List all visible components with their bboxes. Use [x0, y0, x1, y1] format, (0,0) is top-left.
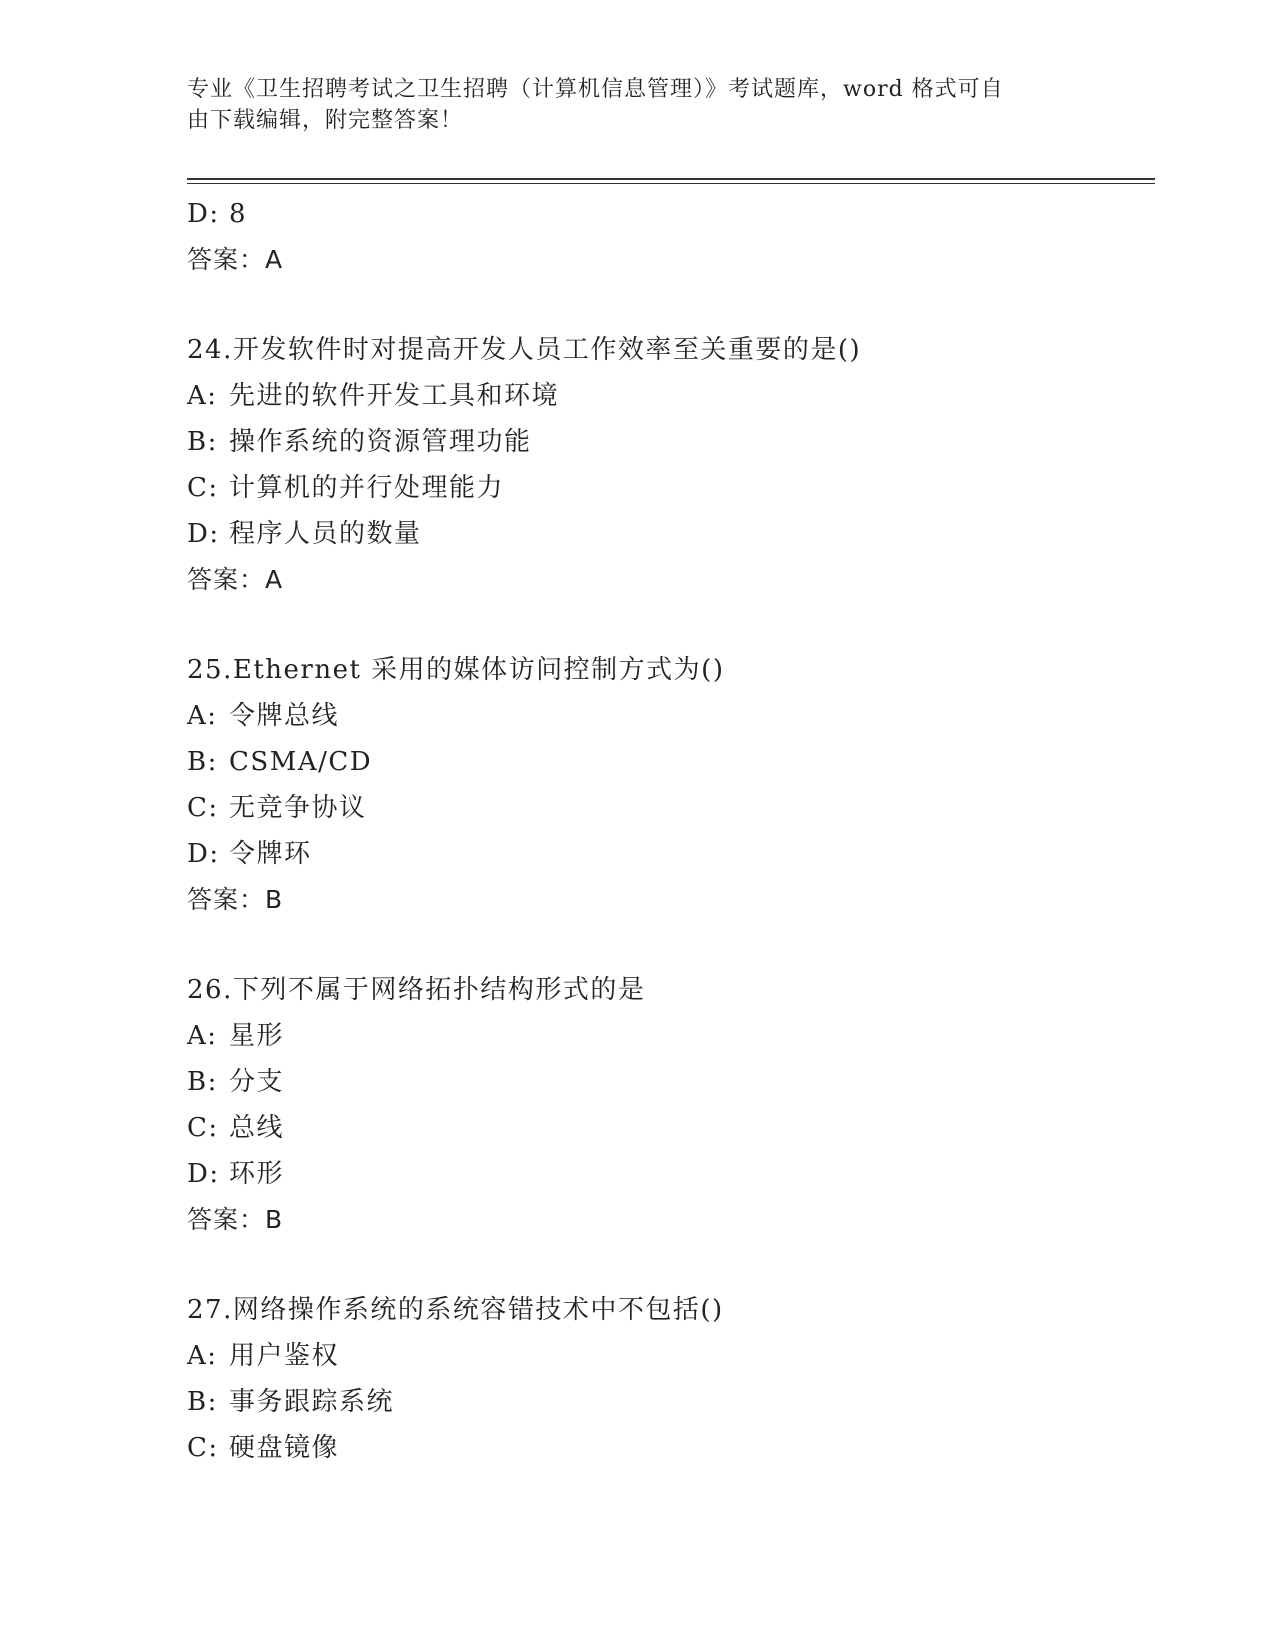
option-label: D: [187, 199, 220, 229]
option-label: C: [187, 1433, 219, 1463]
answer-line: 答案：A [187, 245, 284, 274]
option-text: 计算机的并行处理能力 [229, 473, 505, 503]
option-label: A: [187, 701, 218, 731]
spacer [187, 603, 1155, 647]
option-text: 用户鉴权 [229, 1341, 340, 1371]
option-text: 令牌总线 [229, 701, 340, 731]
answer-line: 答案：A [187, 565, 284, 594]
option-label: D: [187, 839, 220, 869]
option-b [187, 1379, 1155, 1425]
option-c [187, 1105, 1155, 1151]
option-text: 先进的软件开发工具和环境 [229, 381, 560, 411]
option-label: B: [187, 747, 218, 777]
answer-line: 答案：B [187, 885, 284, 914]
option-label: C: [187, 473, 219, 503]
option-text: 8 [229, 199, 248, 229]
option-label: B: [187, 427, 218, 457]
document-header [187, 74, 1067, 136]
option-d [187, 511, 1155, 557]
spacer [187, 283, 1155, 327]
option-a [187, 1333, 1155, 1379]
option-label: B: [187, 1067, 218, 1097]
option-b [187, 419, 1155, 465]
option-c [187, 785, 1155, 831]
header-rule-thin [187, 183, 1155, 184]
option-text: 星形 [229, 1021, 285, 1051]
option-a [187, 1013, 1155, 1059]
option-text: 总线 [229, 1113, 285, 1143]
option-b [187, 1059, 1155, 1105]
option-label: A: [187, 1021, 218, 1051]
answer-line: 答案：B [187, 1205, 284, 1234]
option-label: D: [187, 1159, 220, 1189]
option-text: 硬盘镜像 [229, 1433, 340, 1463]
header-line-2: 由下载编辑，附完整答案！ [187, 108, 464, 133]
question-title: 25.Ethernet 采用的媒体访问控制方式为() [187, 655, 725, 685]
spacer [187, 1243, 1155, 1287]
option-d [187, 191, 1155, 237]
option-text: 无竞争协议 [229, 793, 367, 823]
header-rule-thick [187, 178, 1155, 180]
option-a [187, 693, 1155, 739]
option-c [187, 465, 1155, 511]
header-line-1: 专业《卫生招聘考试之卫生招聘（计算机信息管理）》考试题库，word 格式可自 [187, 77, 1004, 102]
option-label: B: [187, 1387, 218, 1417]
option-text: 令牌环 [229, 839, 312, 869]
question-title: 27.网络操作系统的系统容错技术中不包括() [187, 1295, 724, 1325]
option-d [187, 1151, 1155, 1197]
option-text: CSMA/CD [229, 747, 373, 777]
question-title: 26.下列不属于网络拓扑结构形式的是 [187, 975, 646, 1005]
option-text: 分支 [229, 1067, 285, 1097]
option-label: A: [187, 381, 218, 411]
option-b [187, 739, 1155, 785]
option-text: 程序人员的数量 [229, 519, 422, 549]
option-c [187, 1425, 1155, 1471]
option-label: C: [187, 1113, 219, 1143]
option-text: 事务跟踪系统 [229, 1387, 395, 1417]
question-list [187, 191, 1155, 1471]
option-a [187, 373, 1155, 419]
option-label: A: [187, 1341, 218, 1371]
option-text: 操作系统的资源管理功能 [229, 427, 532, 457]
spacer [187, 923, 1155, 967]
question-title: 24.开发软件时对提高开发人员工作效率至关重要的是() [187, 335, 862, 365]
option-label: D: [187, 519, 220, 549]
option-d [187, 831, 1155, 877]
option-label: C: [187, 793, 219, 823]
option-text: 环形 [229, 1159, 285, 1189]
